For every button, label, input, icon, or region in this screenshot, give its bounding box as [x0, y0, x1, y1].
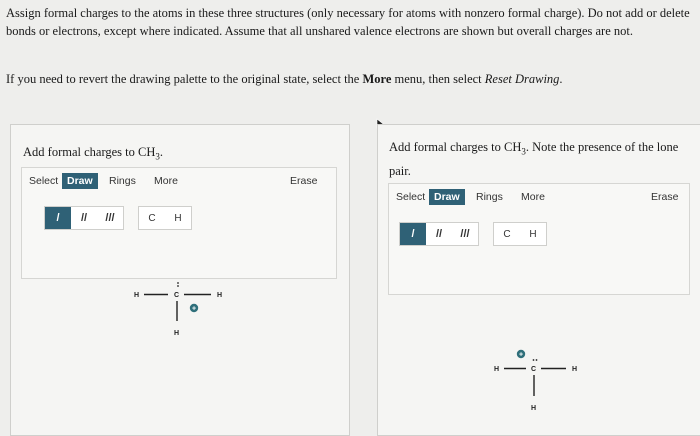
single-bond-icon[interactable]: / [45, 207, 71, 229]
tab-rings[interactable]: Rings [476, 191, 503, 203]
atom-h-button[interactable]: H [529, 228, 537, 240]
erase-button[interactable]: Erase [651, 191, 679, 203]
prompt-text: Add formal charges to CH [23, 145, 156, 159]
toolbar-tabs [389, 184, 689, 210]
revert-text-1: If you need to revert the drawing palette to the original state, select the [6, 72, 363, 86]
prompt-text: Add formal charges to CH [389, 140, 522, 154]
formal-charge-plus: + [191, 305, 197, 313]
atom-c-button[interactable]: C [148, 212, 156, 224]
atom-h-left[interactable]: H [134, 292, 140, 299]
atom-h-bottom[interactable]: H [174, 330, 180, 337]
revert-text-3: . [559, 72, 563, 86]
instructions-text: Assign formal charges to the atoms in these three structures (only necessary for atoms with nonzero formal charge). Do not add or delete bonds or electrons, except where indicated. Assume that all unshared valence electrons are shown but overall charges are not. [6, 6, 690, 38]
lone-pair-dot [533, 359, 535, 361]
prompt-subscript: 3 [521, 146, 526, 157]
tab-select[interactable]: Select [29, 175, 59, 187]
atom-tools [493, 222, 547, 246]
atom-c[interactable]: C [174, 292, 180, 299]
panel-prompt [389, 138, 679, 181]
tab-more[interactable]: More [154, 175, 178, 187]
single-bond-icon[interactable]: / [400, 223, 426, 245]
bond-tools [44, 206, 124, 230]
drawing-panel-right [377, 124, 700, 436]
atom-h-right[interactable]: H [217, 292, 223, 299]
atom-c-button[interactable]: C [503, 228, 511, 240]
double-bond-icon[interactable]: // [80, 212, 88, 224]
revert-text-2: menu, then select [391, 72, 485, 86]
formal-charge-plus: + [518, 351, 524, 359]
tab-more[interactable]: More [521, 191, 545, 203]
lone-pair-dot [536, 359, 538, 361]
panel-prompt [23, 143, 323, 167]
bond-tools [399, 222, 479, 246]
tab-rings[interactable]: Rings [109, 175, 136, 187]
prompt-subscript: 3 [155, 151, 160, 162]
toolbar-tabs [22, 168, 336, 194]
molecule-structure-right[interactable] [488, 340, 598, 415]
drawing-toolbar [388, 183, 690, 295]
atom-h-right[interactable]: H [572, 366, 578, 373]
molecule-structure-left[interactable] [126, 275, 236, 350]
tab-draw[interactable]: Draw [429, 189, 465, 205]
double-bond-icon[interactable]: // [435, 228, 443, 240]
atom-h-left[interactable]: H [494, 366, 500, 373]
atom-h-bottom[interactable]: H [531, 405, 537, 412]
atom-c[interactable]: C [531, 366, 537, 373]
drawing-panel-left [10, 124, 350, 436]
tab-draw[interactable]: Draw [62, 173, 98, 189]
prompt-text-end: . [159, 145, 164, 159]
reset-drawing-keyword: Reset Drawing [484, 72, 560, 86]
revert-instructions [6, 70, 690, 88]
triple-bond-icon[interactable]: /// [105, 212, 115, 224]
erase-button[interactable]: Erase [290, 175, 318, 187]
lone-pair-dot [177, 282, 179, 284]
drawing-toolbar [21, 167, 337, 279]
prompt-text-end: . Note the presence of the lone pair. [389, 140, 679, 178]
atom-h-button[interactable]: H [174, 212, 182, 224]
tab-select[interactable]: Select [396, 191, 426, 203]
lone-pair-dot [177, 285, 179, 287]
triple-bond-icon[interactable]: /// [460, 228, 470, 240]
more-keyword: More [362, 72, 392, 86]
atom-tools [138, 206, 192, 230]
